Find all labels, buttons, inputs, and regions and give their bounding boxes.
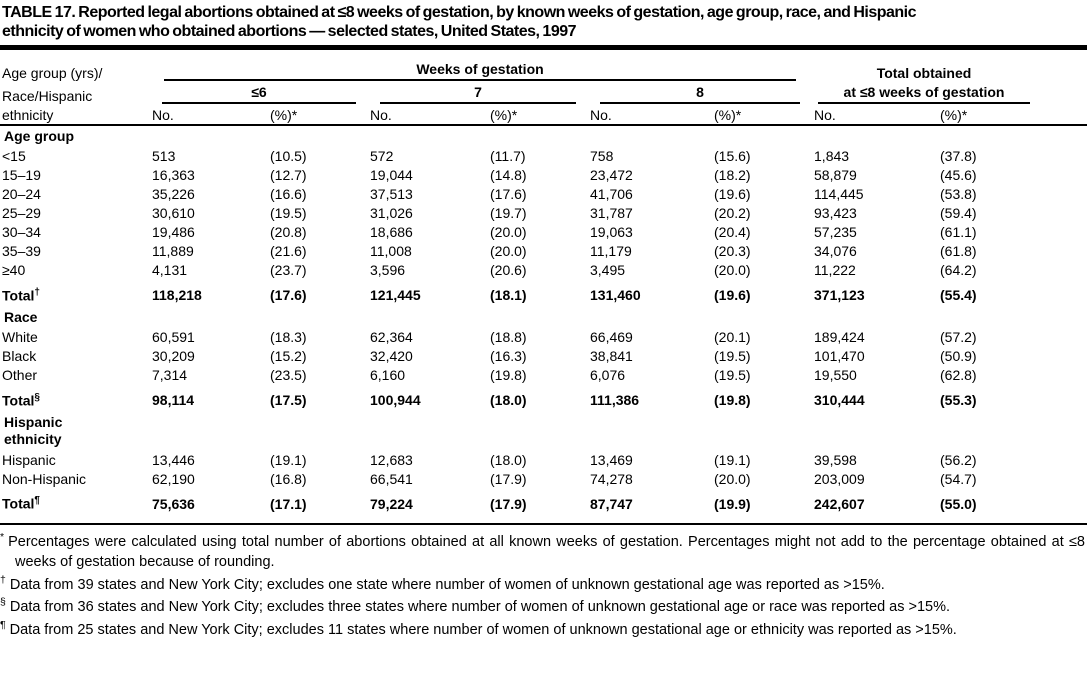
table-cell: 60,591 — [152, 329, 195, 346]
table-cell: 39,598 — [814, 451, 857, 468]
table-cell: (17.1) — [270, 495, 307, 512]
row-label — [0, 488, 150, 516]
total-obtained-subheader-label: at ≤8 weeks of gestation — [818, 84, 1030, 104]
col-header-no: No. — [150, 105, 268, 125]
table-cell: 3,495 — [590, 262, 626, 278]
table-cell: 19,044 — [370, 167, 413, 183]
spacer — [1040, 105, 1087, 125]
table-cell: (20.0) — [490, 243, 527, 259]
table-cell: 11,222 — [814, 262, 856, 278]
table-cell: 11,179 — [590, 243, 632, 259]
table-cell: (19.7) — [490, 205, 527, 221]
table-cell: (18.1) — [490, 287, 527, 304]
table-cell: 758 — [590, 148, 614, 164]
table-cell: (19.9) — [714, 495, 751, 512]
table-cell: (15.2) — [270, 348, 307, 365]
table-cell: (17.6) — [490, 186, 527, 202]
section-header-row — [0, 412, 1087, 450]
table-cell: (23.5) — [270, 367, 307, 384]
footnote-text: Data from 36 states and New York City; excludes three states where number of women of unknown gestational age or race was reported as >15%. — [9, 599, 951, 616]
table-cell: (12.7) — [270, 167, 307, 183]
table-cell: (20.0) — [490, 224, 527, 240]
row-label: 20–24 — [2, 186, 41, 202]
table-cell: (19.1) — [714, 451, 751, 468]
total-obtained-label: Total obtained — [876, 64, 972, 81]
section-label-cell — [0, 307, 1087, 328]
table-row — [0, 261, 1087, 280]
row-label: 25–29 — [2, 205, 41, 221]
row-label: Hispanic — [2, 451, 56, 468]
group-header-8 — [588, 82, 812, 105]
group-label-8: 8 — [600, 84, 800, 104]
table-title — [0, 3, 1087, 41]
table-cell: (20.2) — [714, 205, 751, 221]
row-label: White — [2, 329, 38, 346]
table-cell: (57.2) — [940, 329, 977, 346]
table-total-row — [0, 280, 1087, 308]
table-cell: (19.5) — [270, 205, 307, 221]
total-obtained-header — [812, 59, 1040, 82]
table-cell: (54.7) — [940, 470, 977, 487]
table-cell: (19.8) — [714, 392, 751, 409]
table-cell: (20.0) — [714, 470, 751, 487]
table-cell: (18.2) — [714, 167, 751, 183]
group-label-7: 7 — [380, 84, 576, 104]
table-cell: (20.1) — [714, 329, 751, 346]
table-cell: 16,363 — [152, 167, 195, 183]
section-label-cell — [0, 125, 1087, 147]
footnote-divider — [0, 523, 1087, 526]
table-cell: (61.8) — [940, 243, 977, 259]
table-cell: 11,008 — [370, 243, 412, 259]
table-cell: 114,445 — [814, 186, 864, 202]
footnote-text: Data from 39 states and New York City; excludes one state where number of women of unknown gestational age was reported as >15%. — [9, 576, 885, 593]
table-cell: (19.5) — [714, 367, 751, 384]
table-cell: (10.5) — [270, 148, 307, 164]
table-cell: (16.3) — [490, 348, 527, 365]
footnote-asterisk — [0, 530, 1085, 572]
table-cell: 310,444 — [814, 392, 865, 409]
table-row — [0, 328, 1087, 347]
row-label: Black — [2, 348, 37, 365]
row-label — [0, 280, 150, 308]
table-cell: (16.8) — [270, 470, 307, 487]
table-cell: 18,686 — [370, 224, 413, 240]
table-cell: (14.8) — [490, 167, 527, 183]
table-cell: 35,226 — [152, 186, 195, 202]
table-row — [0, 347, 1087, 366]
table-cell: 75,636 — [152, 495, 195, 512]
footnote-pilcrow — [0, 618, 1085, 641]
table-row — [0, 242, 1087, 261]
table-cell: 66,469 — [590, 329, 633, 346]
table-cell: (17.6) — [270, 287, 307, 304]
section-header-row — [0, 125, 1087, 147]
section-label: Race — [4, 308, 38, 325]
table-cell: (18.0) — [490, 451, 527, 468]
row-label: Other — [2, 367, 38, 384]
table-cell: (55.4) — [940, 287, 977, 304]
table-cell: 111,386 — [590, 392, 640, 409]
col-header-pct: (%)* — [938, 105, 1040, 125]
header-row-2 — [0, 82, 1087, 105]
table-cell: 371,123 — [814, 287, 865, 304]
abortion-gestation-table — [0, 59, 1087, 516]
footnote-marker: * — [0, 531, 5, 544]
table-cell: (59.4) — [940, 205, 977, 221]
header-row-3 — [0, 105, 1087, 125]
table-cell: (45.6) — [940, 167, 977, 183]
stub-header-line3: ethnicity — [0, 105, 150, 125]
footnote-marker: § — [0, 596, 6, 609]
footnote-marker-pilcrow: ¶ — [34, 495, 40, 507]
total-obtained-subheader — [812, 82, 1040, 105]
table-cell: 62,190 — [152, 470, 195, 487]
table-cell: 11,889 — [152, 243, 194, 259]
header-row-1 — [0, 59, 1087, 82]
stub-header-line1: Age group (yrs)/ — [2, 64, 103, 81]
table-cell: 98,114 — [152, 392, 195, 409]
table-cell: (20.8) — [270, 224, 307, 240]
table-cell: (20.3) — [714, 243, 751, 259]
weeks-of-gestation-header — [150, 59, 812, 82]
section-label: Age group — [4, 127, 74, 144]
table-cell: 87,747 — [590, 495, 633, 512]
table-cell: 31,026 — [370, 205, 413, 221]
footnotes — [0, 530, 1087, 640]
table-cell: 19,063 — [590, 224, 633, 240]
table-cell: 118,218 — [152, 287, 202, 304]
table-cell: (18.8) — [490, 329, 527, 346]
table-cell: 572 — [370, 148, 394, 164]
table-cell: (16.6) — [270, 186, 307, 202]
table-cell: 62,364 — [370, 329, 413, 346]
footnote-marker: ¶ — [0, 618, 6, 631]
table-cell: 41,706 — [590, 186, 633, 202]
row-label: Non-Hispanic — [2, 470, 87, 487]
table-cell: 31,787 — [590, 205, 633, 221]
table-cell: 189,424 — [814, 329, 865, 346]
table-cell: (23.7) — [270, 262, 307, 278]
table-cell: (19.8) — [490, 367, 527, 384]
spacer — [1040, 82, 1087, 105]
table-title-line1: TABLE 17. Reported legal abortions obtained at ≤8 weeks of gestation, by known weeks of gestation, age group, race, and Hispanic — [2, 4, 917, 21]
table-cell: 37,513 — [370, 186, 413, 202]
table-cell: (11.7) — [490, 148, 526, 164]
table-cell: (17.9) — [490, 495, 527, 512]
table-cell: (62.8) — [940, 367, 977, 384]
table-cell: 7,314 — [152, 367, 188, 384]
col-header-no: No. — [812, 105, 938, 125]
table-cell: 6,160 — [370, 367, 406, 384]
table-cell: (19.6) — [714, 287, 751, 304]
table-cell: (61.1) — [940, 224, 977, 240]
table-cell: 100,944 — [370, 392, 421, 409]
table-cell: 19,550 — [814, 367, 857, 384]
table-cell: (56.2) — [940, 451, 977, 468]
table-cell: (17.5) — [270, 392, 307, 409]
table-cell: 4,131 — [152, 262, 188, 278]
table-cell: 513 — [152, 148, 176, 164]
table-cell: (55.3) — [940, 392, 977, 409]
col-header-no: No. — [368, 105, 488, 125]
group-header-7 — [368, 82, 588, 105]
table-row — [0, 366, 1087, 385]
total-label: Total — [2, 392, 35, 409]
footnote-text: Percentages were calculated using total number of abortions obtained at all known weeks of gestation. Percentages might not add to the percentage obtained at ≤8 weeks of gestation because of rounding. — [8, 534, 1085, 571]
col-header-pct: (%)* — [268, 105, 368, 125]
table-cell: 57,235 — [814, 224, 857, 240]
table-cell: 6,076 — [590, 367, 626, 384]
section-header-row — [0, 307, 1087, 328]
table-cell: 93,423 — [814, 205, 857, 221]
col-header-pct: (%)* — [488, 105, 588, 125]
table-row — [0, 204, 1087, 223]
table-total-row — [0, 488, 1087, 516]
row-label: 35–39 — [2, 243, 41, 259]
title-rule — [0, 45, 1087, 50]
table-cell: 101,470 — [814, 348, 865, 365]
table-row — [0, 450, 1087, 469]
table-row — [0, 185, 1087, 204]
table-cell: 74,278 — [590, 470, 633, 487]
row-label: <15 — [2, 148, 26, 164]
table-cell: 203,009 — [814, 470, 865, 487]
table-cell: 12,683 — [370, 451, 413, 468]
table-row — [0, 223, 1087, 242]
table-cell: 30,209 — [152, 348, 195, 365]
table-cell: (19.1) — [270, 451, 307, 468]
row-label: 15–19 — [2, 167, 41, 183]
table-cell: 30,610 — [152, 205, 195, 221]
table-cell: (19.6) — [714, 186, 751, 202]
table-cell: 23,472 — [590, 167, 633, 183]
table-cell: 66,541 — [370, 470, 413, 487]
footnote-text: Data from 25 states and New York City; excludes 11 states where number of women of unknown gestational age or ethnicity was reported as >15%. — [9, 621, 957, 638]
table-cell: 34,076 — [814, 243, 857, 259]
table-cell: 13,469 — [590, 451, 633, 468]
group-header-le6 — [150, 82, 368, 105]
table-cell: (64.2) — [940, 262, 977, 278]
row-label: ≥40 — [2, 262, 26, 278]
table-cell: (18.3) — [270, 329, 307, 346]
table-cell: 131,460 — [590, 287, 641, 304]
group-label-le6: ≤6 — [162, 84, 356, 104]
table-cell: 38,841 — [590, 348, 633, 365]
table-cell: 3,596 — [370, 262, 406, 278]
table-row — [0, 166, 1087, 185]
table-cell: 1,843 — [814, 148, 850, 164]
table-cell: (21.6) — [270, 243, 307, 259]
footnote-marker: † — [0, 573, 6, 586]
col-header-no: No. — [588, 105, 712, 125]
table-cell: (55.0) — [940, 495, 977, 512]
total-label: Total — [2, 287, 35, 304]
table-cell: (20.0) — [714, 262, 751, 278]
section-label-cell — [0, 412, 1087, 450]
table-cell: (20.6) — [490, 262, 527, 278]
table-row — [0, 469, 1087, 488]
table-cell: (53.8) — [940, 186, 977, 202]
spacer — [1040, 59, 1087, 82]
table-cell: 32,420 — [370, 348, 413, 365]
row-label: 30–34 — [2, 224, 41, 240]
table-cell: 58,879 — [814, 167, 857, 183]
table-total-row — [0, 385, 1087, 413]
table-cell: (17.9) — [490, 470, 527, 487]
footnote-dagger — [0, 573, 1085, 596]
table-cell: 79,224 — [370, 495, 413, 512]
footnote-marker-section: § — [34, 391, 40, 403]
col-header-pct: (%)* — [712, 105, 812, 125]
table-cell: 13,446 — [152, 451, 195, 468]
table-cell: (15.6) — [714, 148, 751, 164]
table-cell: (18.0) — [490, 392, 527, 409]
footnote-marker-dagger: † — [34, 286, 40, 298]
table-cell: (20.4) — [714, 224, 751, 240]
table-cell: (37.8) — [940, 148, 977, 164]
table-cell: 121,445 — [370, 287, 421, 304]
table-title-line2: ethnicity of women who obtained abortions — selected states, United States, 1997 — [2, 23, 577, 40]
table-row — [0, 147, 1087, 166]
table-cell: 242,607 — [814, 495, 865, 512]
total-label: Total — [2, 495, 35, 512]
table-cell: 19,486 — [152, 224, 195, 240]
weeks-of-gestation-label: Weeks of gestation — [164, 61, 796, 81]
footnote-section — [0, 595, 1085, 618]
section-label: Hispanic ethnicity — [4, 413, 63, 448]
stub-header-line2: Race/Hispanic — [2, 87, 93, 104]
table-cell: (50.9) — [940, 348, 977, 365]
table-cell: (19.5) — [714, 348, 751, 365]
row-label — [0, 385, 150, 413]
